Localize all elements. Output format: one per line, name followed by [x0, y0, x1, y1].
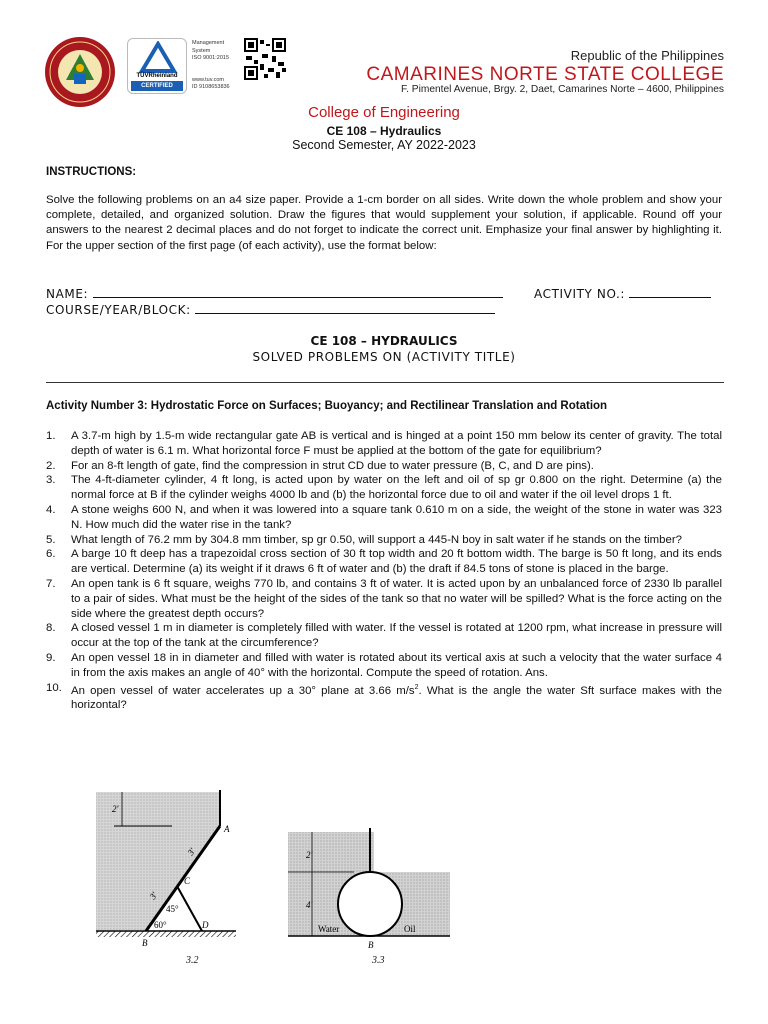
mgmt-line: ISO 9001:2015: [192, 55, 230, 61]
problem-item: [46, 459, 722, 474]
problem-item: [46, 547, 722, 577]
problem-number: 1.: [46, 430, 56, 442]
figure-gate-strut: [92, 790, 242, 950]
problem-item: [46, 503, 722, 533]
problem-item: [46, 577, 722, 621]
activity-no-underline: [629, 288, 711, 298]
problem-item: [46, 621, 722, 651]
fig1-dim-top: 2': [112, 804, 119, 814]
college-seal-logo: [44, 36, 116, 108]
course-year-block-label: COURSE/YEAR/BLOCK:: [46, 303, 191, 317]
letterhead: [34, 34, 724, 104]
fig1-angle-upper: 45°: [166, 904, 179, 914]
superscript: 2: [414, 683, 419, 691]
activity-title: Activity Number 3: Hydrostatic Force on Surfaces; Buoyancy; and Rectilinear Translation and Rotation: [46, 400, 608, 412]
web-line: www.tuv.com: [192, 76, 224, 83]
college-of-engineering-title: College of Engineering: [308, 104, 460, 121]
college-name: CAMARINES NORTE STATE COLLEGE: [366, 64, 724, 85]
fig1-dim-low: 3': [147, 890, 160, 902]
problem-text: A barge 10 ft deep has a trapezoidal cross section of 30 ft top width and 20 ft bottom width. The barge is 50 ft long, and its ends are vertical. Determine (a) its weight if it draws 6 ft of water and (b) the draft if 84.5 tons of stone is placed in the barge.: [71, 548, 722, 576]
problem-item: [46, 651, 722, 681]
problem-list: [46, 429, 722, 713]
fig2-dim-mid: 4': [306, 900, 313, 910]
problem-text: For an 8-ft length of gate, find the compression in strut CD due to water pressure (B, C, and D are pins).: [71, 459, 594, 472]
problem-number: 6.: [46, 548, 56, 561]
fig1-angle-lower: 60°: [154, 920, 167, 930]
problem-item: [46, 681, 722, 713]
problem-number: 3.: [46, 474, 56, 487]
problem-text: What length of 76.2 mm by 304.8 mm timber, sp gr 0.50, will support a 445-N boy in salt water if he stands on the timber?: [71, 533, 682, 546]
figure-cylinder-water-oil: [284, 828, 454, 952]
problem-text: An open tank is 6 ft square, weighs 770 lb, and contains 3 ft of water. It is acted upon by an unbalanced force of 2330 lb parallel to a pair of sides. What must be the height of the sides of the tank so that no water will be spilled? What is the force acting on the side where the greatest depth occurs?: [71, 577, 722, 620]
fig1-point-b: B: [142, 938, 148, 948]
problem-item: [46, 429, 722, 459]
tuv-brand: TÜVRheinland: [136, 73, 178, 79]
tuv-triangle-icon: [128, 41, 187, 75]
fig1-point-d: D: [202, 920, 209, 930]
format-subtitle: SOLVED PROBLEMS ON (ACTIVITY TITLE): [252, 350, 516, 364]
fig1-dim-mid: 3': [185, 846, 198, 858]
fig2-water-label: Water: [318, 924, 340, 934]
activity-no-line: [534, 287, 711, 301]
problem-number: 5.: [46, 533, 56, 546]
problem-number: 4.: [46, 503, 56, 516]
republic-line: Republic of the Philippines: [570, 48, 724, 63]
problem-number: 10.: [46, 681, 62, 694]
fig2-oil-label: Oil: [404, 924, 416, 934]
instructions-heading: INSTRUCTIONS:: [46, 166, 137, 178]
problem-text: A 3.7-m high by 1.5-m wide rectangular gate AB is vertical and is hinged at a point 150 mm below its center of gravity. The total depth of water is 6.1 m. What horizontal force F must be applied at the bottom of the gate for equilibrium?: [71, 430, 722, 457]
problem-text: A stone weighs 600 N, and when it was lowered into a square tank 0.610 m on a side, the weight of the stone in water was 323 N. How much did the water rise in the tank?: [71, 503, 722, 531]
qr-code-icon: [244, 38, 286, 80]
figure-label-3-3: 3.3: [372, 955, 385, 966]
problem-number: 2.: [46, 459, 56, 472]
format-course-title: CE 108 – HYDRAULICS: [310, 334, 458, 348]
instructions-body: Solve the following problems on an a4 size paper. Provide a 1-cm border on all sides. Write down the whole problem and show your complete, detailed, and organized solution. Draw the figures that would supplement your solution, if applicable. Round off your answers to the nearest 2 decimal places and do not forget to indicate the correct unit. Emphasize your final answer by highlighting it. For the upper section of the first page (of each activity), use the format below:: [46, 194, 722, 252]
problem-text: . What is the angle the water Sft surface makes with the horizontal?: [71, 684, 722, 712]
course-year-block-line: [46, 303, 495, 317]
college-address: F. Pimentel Avenue, Brgy. 2, Daet, Camarines Norte – 4600, Philippines: [401, 84, 724, 95]
name-line: [46, 287, 503, 301]
divider: [46, 382, 724, 383]
name-underline: [93, 288, 503, 298]
management-system-text: [192, 40, 246, 92]
semester-line: Second Semester, AY 2022-2023: [292, 138, 476, 152]
problem-item: [46, 533, 722, 548]
problem-number: 8.: [46, 622, 56, 635]
problem-number: 7.: [46, 577, 56, 590]
problem-text: A closed vessel 1 m in diameter is completely filled with water. If the vessel is rotated at 1200 rpm, what increase in pressure will occur at the top of the tank at the circumference?: [71, 622, 722, 650]
problem-item: [46, 473, 722, 503]
course-underline: [195, 304, 495, 314]
problem-text: An open vessel 18 in in diameter and filled with water is rotated about its vertical axis at such a velocity that the water surface 4 in from the axis makes an angle of 40° with the horizontal. Compute the speed of rotation. Ans.: [71, 651, 722, 679]
mgmt-line: Management: [192, 40, 225, 46]
web-line: ID 9108653836: [192, 84, 230, 90]
activity-no-label: ACTIVITY NO.:: [534, 287, 626, 301]
problem-number: 9.: [46, 651, 56, 664]
fig2-dim-top: 2': [306, 850, 313, 860]
tuv-certified-band: CERTIFIED: [131, 81, 183, 91]
fig1-point-c: C: [184, 876, 191, 886]
tuv-certification-badge: [127, 38, 187, 94]
mgmt-line: System: [192, 47, 211, 54]
problem-text: The 4-ft-diameter cylinder, 4 ft long, is acted upon by water on the left and oil of sp gr 0.800 on the right. Determine (a) the normal force at B if the cylinder weighs 4000 lb and (b) the horizontal force due to oil and water if the oil level drops 1 ft.: [71, 474, 722, 502]
fig2-point-b: B: [368, 940, 374, 950]
figure-label-3-2: 3.2: [186, 955, 199, 966]
problem-text: An open vessel of water accelerates up a 30° plane at 3.66 m/s: [71, 684, 415, 697]
name-label: NAME:: [46, 287, 89, 301]
course-title: CE 108 – Hydraulics: [326, 124, 442, 138]
fig1-point-a: A: [224, 824, 230, 834]
